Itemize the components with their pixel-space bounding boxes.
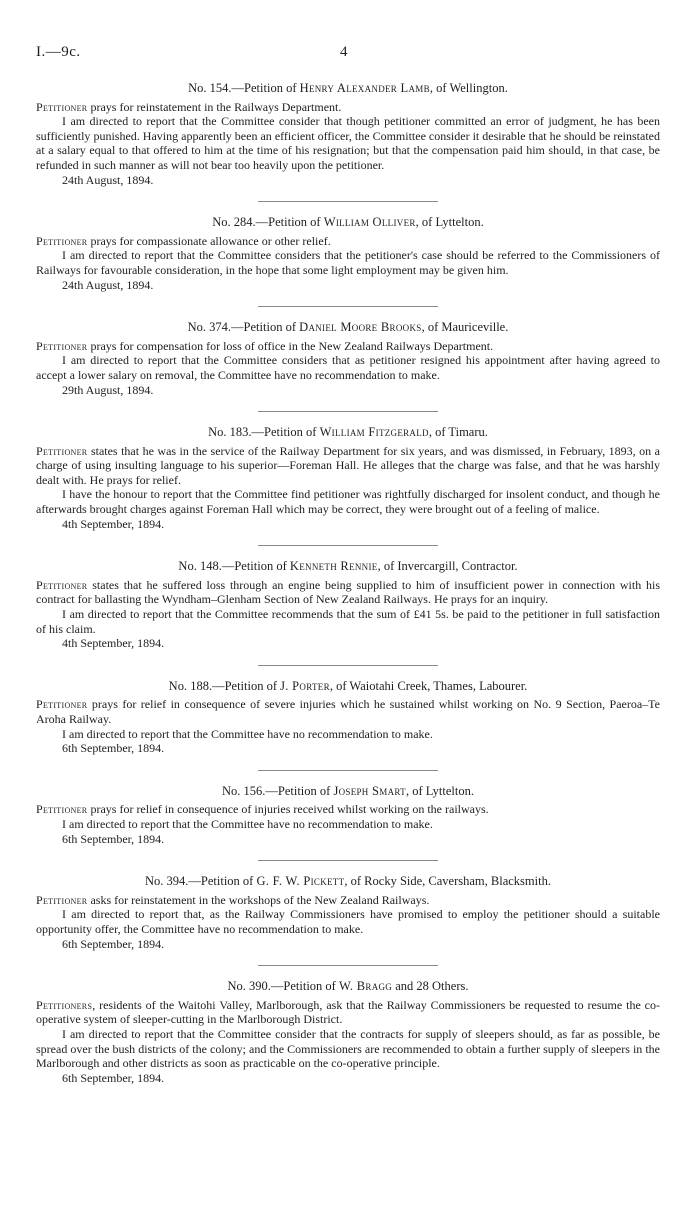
petition-prayer: Petitioner states that he suffered loss through an engine being supplied to him of insufficient power in connection with his contract for ballasting the Wyndham–Glenham Section of New Zealand Railways. He prays for an inquiry.	[36, 577, 660, 607]
petitioner-name: William Olliver	[323, 215, 416, 230]
petition-title: No. 188.—Petition of J. Porter, of Waiotahi Creek, Thames, Labourer.	[168, 678, 528, 693]
petition-prayer: Petitioners, residents of the Waitohi Valley, Marlborough, ask that the Railway Commissioners be requested to resume the co-operative system of sleeper-cutting in the Marlborough District.	[36, 997, 660, 1027]
petition-title: No. 154.—Petition of Henry Alexander Lamb, of Wellington.	[188, 81, 508, 95]
section-divider	[258, 770, 438, 771]
page-number: 4	[340, 44, 348, 60]
petition-394	[36, 874, 660, 951]
petition-390	[36, 979, 660, 1085]
petition-prayer: Petitioner prays for compensation for loss of office in the New Zealand Railways Department.	[36, 338, 494, 353]
petition-prayer: Petitioner prays for compassionate allowance or other relief.	[36, 233, 331, 248]
petitions-list	[36, 81, 660, 1085]
petition-title: No. 394.—Petition of G. F. W. Pickett, of Rocky Side, Caversham, Blacksmith.	[145, 874, 551, 889]
committee-report: I am directed to report that the Committee have no recommendation to make.	[62, 816, 433, 831]
committee-report: I am directed to report that the Committee consider that though petitioner committed an error of judgment, he has been sufficiently punished. Having apparently been an efficient officer, the Committee consider it desirable that he should be reinstated at a salary equal to that offered to him at the time of his resignation; but that the compensation paid him should, in that case, be refunded in such manner as will not bear too heavily upon the petitioner.	[36, 114, 660, 172]
petition-title: No. 284.—Petition of William Olliver, of Lyttelton.	[212, 215, 484, 230]
petition-prayer: Petitioner asks for reinstatement in the workshops of the New Zealand Railways.	[36, 892, 430, 907]
petitioner-name: William Fitzgerald	[319, 425, 429, 440]
petition-prayer: Petitioner prays for relief in consequence of injuries received whilst working on the railways.	[36, 802, 489, 817]
report-date: 6th September, 1894.	[62, 936, 165, 951]
petition-title: No. 390.—Petition of W. Bragg and 28 Others.	[227, 979, 469, 994]
petition-title: No. 374.—Petition of Daniel Moore Brooks, of Mauriceville.	[187, 320, 509, 335]
committee-report: I am directed to report that the Committee consider that the contracts for supply of sleepers should, as far as possible, be spread over the bush districts of the colony; and the Commissioners are recommended to obtain a further supply of sleepers in the Marlborough and other districts as soon as practicable on the co-operative principle.	[36, 1026, 660, 1071]
petition-154	[36, 81, 660, 187]
page-header	[36, 44, 666, 66]
petitioner-name: Kenneth Rennie	[289, 559, 378, 574]
petitioner-name: J. Porter	[280, 678, 330, 693]
petition-156	[36, 784, 660, 846]
petition-title: No. 183.—Petition of William Fitzgerald, of Timaru.	[208, 425, 488, 440]
petitioner-name: Joseph Smart	[333, 783, 406, 798]
section-divider	[258, 545, 438, 546]
report-date: 6th September, 1894.	[62, 1070, 165, 1085]
report-date: 6th September, 1894.	[62, 831, 165, 846]
petitioner-name: Daniel Moore Brooks	[299, 320, 422, 335]
petition-148	[36, 559, 660, 651]
section-divider	[258, 965, 438, 966]
committee-report: I am directed to report that the Committee have no recommendation to make.	[62, 726, 433, 741]
petitioner-name: W. Bragg	[338, 979, 393, 994]
petition-title: No. 148.—Petition of Kenneth Rennie, of Invercargill, Contractor.	[178, 559, 518, 574]
section-divider	[258, 665, 438, 666]
petition-prayer: Petitioner prays for relief in consequence of severe injuries which he sustained whilst working on No. 9 Section, Paeroa–Te Aroha Railway.	[36, 697, 660, 726]
report-date: 4th September, 1894.	[62, 636, 165, 651]
committee-report: I have the honour to report that the Committee find petitioner was rightfully discharged for insolent conduct, and though he afterwards brought charges against Foreman Hall which may be correct, they were brought out of a feeling of malice.	[36, 487, 660, 517]
petition-188	[36, 679, 660, 756]
report-date: 4th September, 1894.	[62, 516, 165, 531]
section-divider	[258, 201, 438, 202]
report-date: 24th August, 1894.	[62, 172, 154, 187]
committee-report: I am directed to report that, as the Railway Commissioners have promised to employ the petitioner should a suitable opportunity offer, the Committee have no recommendation to make.	[36, 907, 660, 936]
report-date: 29th August, 1894.	[62, 382, 154, 397]
section-divider	[258, 860, 438, 861]
committee-report: I am directed to report that the Committee considers that as petitioner resigned his appointment after having agreed to accept a lower salary on removal, the Committee have no recommendation to make.	[36, 353, 660, 382]
section-divider	[258, 306, 438, 307]
petition-374	[36, 320, 660, 397]
petition-prayer: Petitioner prays for reinstatement in the Railways Department.	[36, 99, 342, 114]
petition-183	[36, 425, 660, 531]
committee-report: I am directed to report that the Committee recommends that the sum of £41 5s. be paid to the petitioner in full satisfaction of his claim.	[36, 607, 660, 636]
petitioner-name: Henry Alexander Lamb	[299, 81, 430, 95]
committee-report: I am directed to report that the Committee considers that the petitioner's case should be referred to the Commissioners of Railways for favourable consideration, in the hope that some light employment may be given him.	[36, 248, 660, 277]
petition-title: No. 156.—Petition of Joseph Smart, of Lyttelton.	[221, 783, 475, 798]
petition-284	[36, 215, 660, 292]
paper-reference: I.—9c.	[36, 44, 81, 60]
report-date: 6th September, 1894.	[62, 741, 165, 756]
report-date: 24th August, 1894.	[62, 277, 154, 292]
section-divider	[258, 411, 438, 412]
petitioner-name: G. F. W. Pickett	[256, 874, 345, 889]
petition-prayer: Petitioner states that he was in the service of the Railway Department for six years, and was dismissed, in February, 1893, on a charge of using insulting language to his superior—Foreman Hall. He alleges that the charge was false, and that he was harshly dealt with. He prays for relief.	[36, 443, 660, 487]
